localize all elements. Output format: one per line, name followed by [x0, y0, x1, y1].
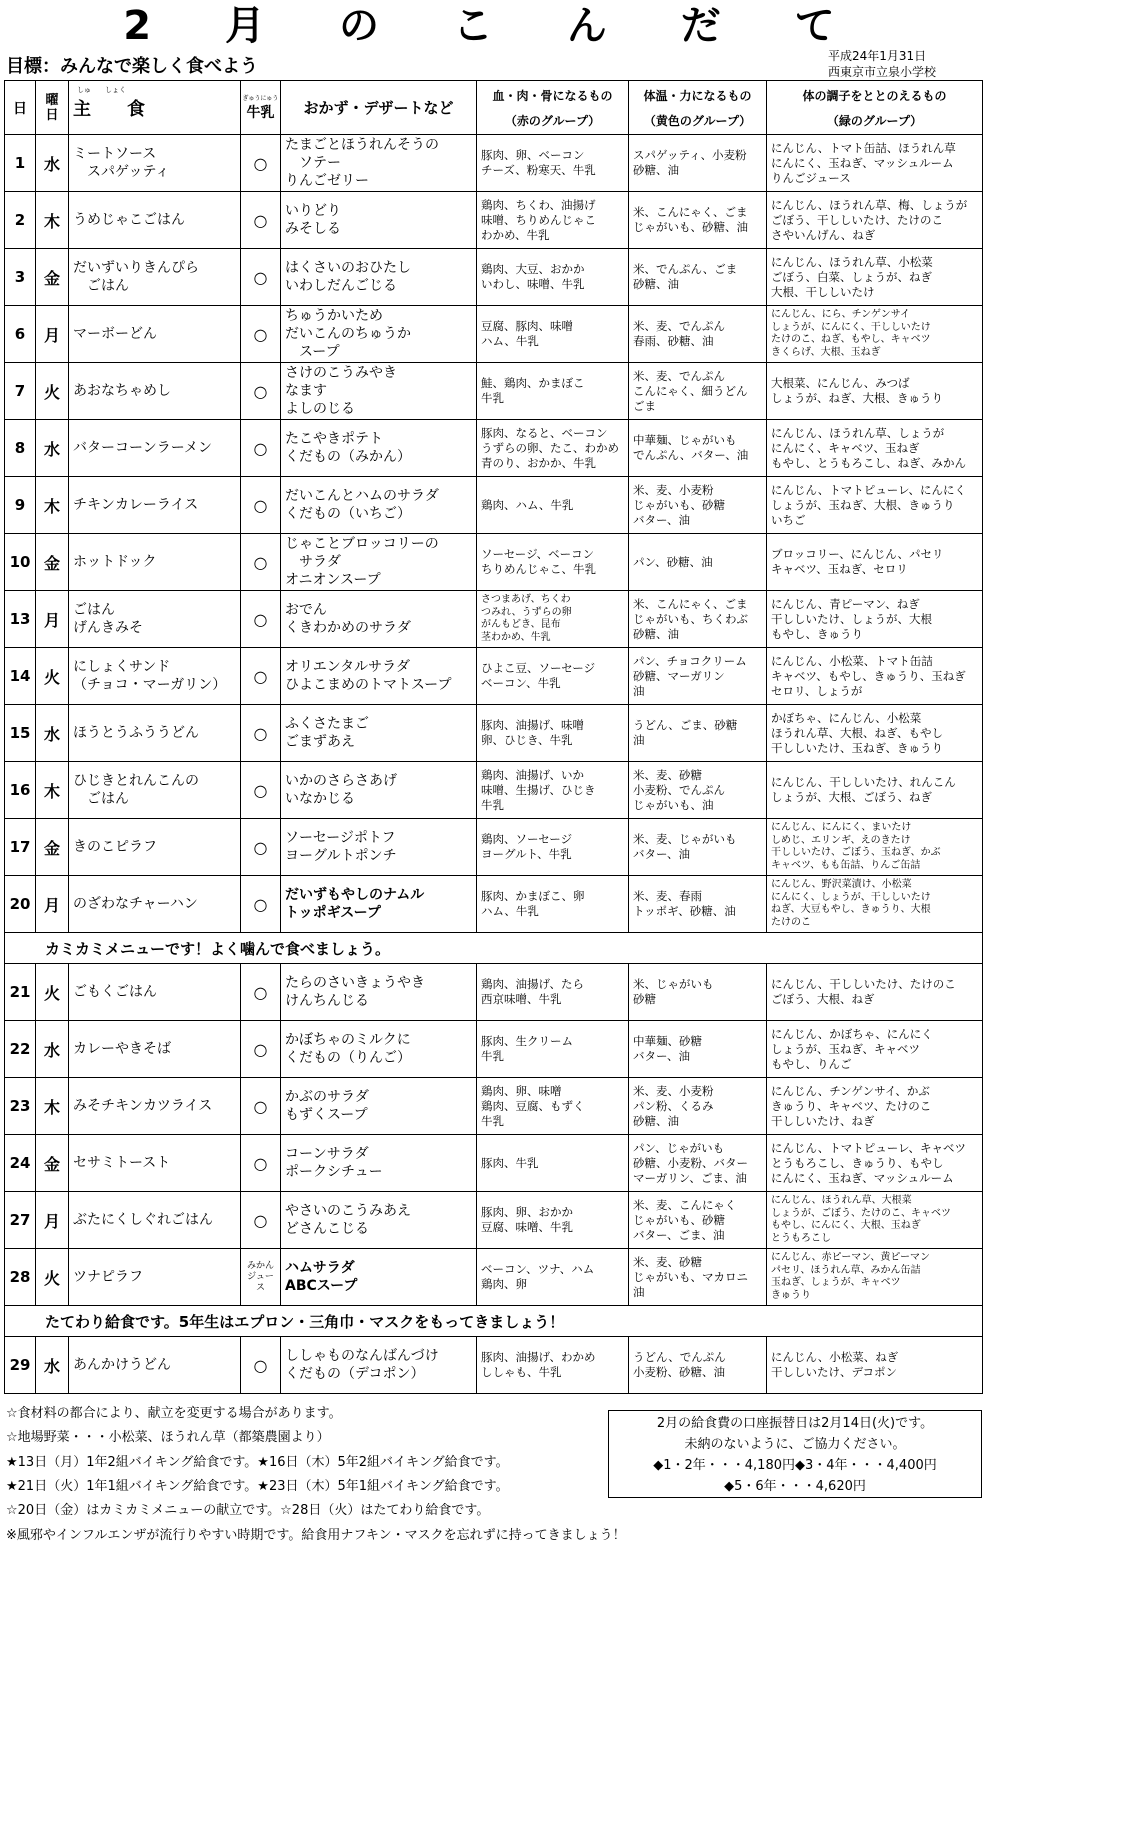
yellow-group-cell: パン、チョコクリーム 砂糖、マーガリン 油 [629, 648, 767, 705]
yellow-group-cell: 米、こんにゃく、ごま じゃがいも、砂糖、油 [629, 192, 767, 249]
footnote: ★13日（月）1年2組バイキング給食です。★16日（木）5年2組バイキング給食です。 [6, 1454, 509, 1470]
day-cell: 24 [5, 1135, 36, 1192]
side-dish-cell: やさいのこうみあえ どさんこじる [281, 1192, 477, 1249]
menu-row [5, 306, 983, 363]
green-group-cell: にんじん、トマトピューレ、にんにく しょうが、玉ねぎ、大根、きゅうり いちご [767, 477, 983, 534]
yellow-group-cell: 米、こんにゃく、ごま じゃがいも、ちくわぶ 砂糖、油 [629, 591, 767, 648]
payment-line: 未納のないように、ご協力ください。 [684, 1437, 906, 1452]
side-dish-cell: ししゃものなんばんづけ くだもの（デコポン） [281, 1337, 477, 1394]
yellow-group-cell: 中華麺、砂糖 バター、油 [629, 1021, 767, 1078]
weekday-cell: 水 [36, 420, 69, 477]
weekday-cell: 水 [36, 705, 69, 762]
red-group-cell: 豚肉、卵、おかか 豆腐、味噌、牛乳 [477, 1192, 629, 1249]
school-info [828, 48, 936, 80]
side-dish-cell: かぶのサラダ もずくスープ [281, 1078, 477, 1135]
side-dish-cell: いりどり みそしる [281, 192, 477, 249]
green-group-cell: にんじん、ほうれん草、小松菜 ごぼう、白菜、しょうが、ねぎ 大根、干ししいたけ [767, 249, 983, 306]
day-cell: 21 [5, 964, 36, 1021]
main-dish-cell: ホットドック [69, 534, 241, 591]
side-dish-cell: じゃことブロッコリーの サラダ オニオンスープ [281, 534, 477, 591]
payment-line: 2月の給食費の口座振替日は2月14日(火)です。 [656, 1416, 934, 1431]
milk-cell: ○ [241, 363, 281, 420]
menu-row [5, 762, 983, 819]
side-dish-cell: コーンサラダ ポークシチュー [281, 1135, 477, 1192]
milk-cell: ○ [241, 819, 281, 876]
yellow-group-cell: 米、じゃがいも 砂糖 [629, 964, 767, 1021]
menu-table [4, 80, 983, 1394]
header-milk-label: 牛乳 [246, 105, 275, 121]
menu-row [5, 705, 983, 762]
green-group-cell: かぼちゃ、にんじん、小松菜 ほうれん草、大根、ねぎ、もやし 干ししいたけ、玉ねぎ、きゅうり [767, 705, 983, 762]
main-dish-cell: ほうとうふううどん [69, 705, 241, 762]
menu-row [5, 1337, 983, 1394]
side-dish-cell: だいこんとハムのサラダ くだもの（いちご） [281, 477, 477, 534]
side-dish-cell: いかのさらさあげ いなかじる [281, 762, 477, 819]
side-dish-cell: おでん くきわかめのサラダ [281, 591, 477, 648]
day-cell: 8 [5, 420, 36, 477]
weekday-cell: 月 [36, 1192, 69, 1249]
weekday-cell: 金 [36, 1135, 69, 1192]
milk-cell: ○ [241, 192, 281, 249]
menu-row [5, 1249, 983, 1306]
yellow-group-cell: 米、麦、春雨 トッポギ、砂糖、油 [629, 876, 767, 933]
yellow-group-cell: うどん、ごま、砂糖 油 [629, 705, 767, 762]
footnote: ★21日（火）1年1組バイキング給食です。★23日（木）5年1組バイキング給食です。 [6, 1478, 509, 1494]
milk-cell: みかん ジュース [241, 1249, 281, 1306]
monthly-goal [6, 52, 258, 78]
header-red-label: 血・肉・骨になるもの [492, 88, 613, 103]
day-cell: 1 [5, 135, 36, 192]
main-dish-cell: ごもくごはん [69, 964, 241, 1021]
main-dish-cell: チキンカレーライス [69, 477, 241, 534]
red-group-cell: ひよこ豆、ソーセージ ベーコン、牛乳 [477, 648, 629, 705]
green-group-cell: 大根菜、にんじん、みつば しょうが、ねぎ、大根、きゅうり [767, 363, 983, 420]
yellow-group-cell: 米、麦、砂糖 小麦粉、でんぷん じゃがいも、油 [629, 762, 767, 819]
publish-date: 平成24年1月31日 [827, 49, 927, 63]
red-group-cell: 鶏肉、大豆、おかか いわし、味噌、牛乳 [477, 249, 629, 306]
milk-cell: ○ [241, 1078, 281, 1135]
red-group-cell: ベーコン、ツナ、ハム 鶏肉、卵 [477, 1249, 629, 1306]
payment-notice-box [608, 1410, 982, 1498]
header-main [69, 81, 241, 135]
school-name: 西東京市立泉小学校 [827, 65, 936, 79]
menu-row [5, 1078, 983, 1135]
header-main-label: 主 食 [73, 98, 145, 120]
menu-row [5, 1135, 983, 1192]
weekday-cell: 木 [36, 762, 69, 819]
header-row [5, 81, 983, 135]
footnote: ☆20日（金）はカミカミメニューの献立です。☆28日（火）はたてわり給食です。 [6, 1503, 490, 1519]
footnote: ☆食材料の都合により、献立を変更する場合があります。 [6, 1406, 342, 1421]
green-group-cell: にんじん、にんにく、まいたけ しめじ、エリンギ、えのきたけ 干ししいたけ、ごぼう、玉ねぎ、かぶ キャベツ、もも缶詰、りんご缶詰 [767, 819, 983, 876]
header-side: おかず・デザートなど [281, 81, 477, 135]
milk-cell: ○ [241, 591, 281, 648]
yellow-group-cell: スパゲッティ、小麦粉 砂糖、油 [629, 135, 767, 192]
yellow-group-cell: 米、麦、砂糖 じゃがいも、マカロニ 油 [629, 1249, 767, 1306]
header-milk [241, 81, 281, 135]
header-green [767, 81, 983, 135]
side-dish-cell: ちゅうかいため だいこんのちゅうか スープ [281, 306, 477, 363]
milk-cell: ○ [241, 1021, 281, 1078]
notice-section-1 [5, 933, 983, 964]
main-dish-cell: みそチキンカツライス [69, 1078, 241, 1135]
green-group-cell: にんじん、赤ピーマン、黄ピーマン パセリ、ほうれん草、みかん缶詰 玉ねぎ、しょうが、キャベツ きゅうり [767, 1249, 983, 1306]
red-group-cell: 豆腐、豚肉、味噌 ハム、牛乳 [477, 306, 629, 363]
red-group-cell: 豚肉、牛乳 [477, 1135, 629, 1192]
header-yellow [629, 81, 767, 135]
day-cell: 16 [5, 762, 36, 819]
header-main-ruby: しゅ しょく [77, 86, 126, 94]
green-group-cell: にんじん、野沢菜漬け、小松菜 にんにく、しょうが、干ししいたけ ねぎ、大豆もやし、きゅうり、大根 たけのこ [767, 876, 983, 933]
milk-cell: ○ [241, 648, 281, 705]
menu-row [5, 876, 983, 933]
green-group-cell: にんじん、トマト缶詰、ほうれん草 にんにく、玉ねぎ、マッシュルーム りんごジュース [767, 135, 983, 192]
green-group-cell: にんじん、小松菜、ねぎ 干ししいたけ、デコポン [767, 1337, 983, 1394]
day-cell: 3 [5, 249, 36, 306]
header-day: 日 [5, 81, 36, 135]
day-cell: 9 [5, 477, 36, 534]
red-group-cell: 鶏肉、卵、味噌 鶏肉、豆腐、もずく 牛乳 [477, 1078, 629, 1135]
payment-line: ◆1・2年・・・4,180円◆3・4年・・・4,400円 [653, 1458, 937, 1473]
milk-cell: ○ [241, 477, 281, 534]
milk-cell: ○ [241, 135, 281, 192]
main-dish-cell: うめじゃこごはん [69, 192, 241, 249]
notice-tatewari: たてわり給食です。5年生はエプロン・三角巾・マスクをもってきましょう！ [5, 1306, 983, 1337]
red-group-cell: 鶏肉、ソーセージ ヨーグルト、牛乳 [477, 819, 629, 876]
weekday-cell: 月 [36, 306, 69, 363]
milk-cell: ○ [241, 249, 281, 306]
green-group-cell: ブロッコリー、にんじん、パセリ キャベツ、玉ねぎ、セロリ [767, 534, 983, 591]
weekday-cell: 金 [36, 534, 69, 591]
main-dish-cell: ごはん げんきみそ [69, 591, 241, 648]
red-group-cell: 鮭、鶏肉、かまぼこ 牛乳 [477, 363, 629, 420]
menu-row [5, 135, 983, 192]
menu-row [5, 591, 983, 648]
header-yellow-sub: （黄色のグループ） [643, 113, 752, 128]
menu-body-1 [5, 135, 983, 933]
day-cell: 28 [5, 1249, 36, 1306]
weekday-cell: 水 [36, 1337, 69, 1394]
side-dish-cell: ふくさたまご ごまずあえ [281, 705, 477, 762]
notice-row-kamikami [5, 933, 983, 964]
red-group-cell: 鶏肉、ハム、牛乳 [477, 477, 629, 534]
day-cell: 14 [5, 648, 36, 705]
day-cell: 13 [5, 591, 36, 648]
day-cell: 22 [5, 1021, 36, 1078]
green-group-cell: にんじん、小松菜、トマト缶詰 キャベツ、もやし、きゅうり、玉ねぎ セロリ、しょうが [767, 648, 983, 705]
weekday-cell: 水 [36, 135, 69, 192]
main-dish-cell: あおなちゃめし [69, 363, 241, 420]
weekday-cell: 木 [36, 1078, 69, 1135]
yellow-group-cell: 中華麺、じゃがいも でんぷん、バター、油 [629, 420, 767, 477]
side-dish-cell: たらのさいきょうやき けんちんじる [281, 964, 477, 1021]
green-group-cell: にんじん、干ししいたけ、れんこん しょうが、大根、ごぼう、ねぎ [767, 762, 983, 819]
day-cell: 27 [5, 1192, 36, 1249]
header-green-sub: （緑のグループ） [826, 113, 923, 128]
milk-cell: ○ [241, 964, 281, 1021]
day-cell: 17 [5, 819, 36, 876]
weekday-cell: 火 [36, 1249, 69, 1306]
footnotes [6, 1402, 606, 1523]
menu-row [5, 192, 983, 249]
red-group-cell: 豚肉、卵、ベーコン チーズ、粉寒天、牛乳 [477, 135, 629, 192]
main-dish-cell: ミートソース スパゲッティ [69, 135, 241, 192]
side-dish-cell: たこやきポテト くだもの（みかん） [281, 420, 477, 477]
header-weekday: 曜日 [36, 81, 69, 135]
day-cell: 7 [5, 363, 36, 420]
header-green-label: 体の調子をととのえるもの [802, 88, 947, 103]
payment-line: ◆5・6年・・・4,620円 [724, 1479, 866, 1494]
green-group-cell: にんじん、トマトピューレ、キャベツ とうもろこし、きゅうり、もやし にんにく、玉ねぎ、マッシュルーム [767, 1135, 983, 1192]
side-dish-cell: ハムサラダ ABCスープ [281, 1249, 477, 1306]
yellow-group-cell: 米、麦、小麦粉 パン粉、くるみ 砂糖、油 [629, 1078, 767, 1135]
menu-row [5, 964, 983, 1021]
red-group-cell: さつまあげ、ちくわ つみれ、うずらの卵 がんもどき、昆布 茎わかめ、牛乳 [477, 591, 629, 648]
weekday-cell: 火 [36, 964, 69, 1021]
main-dish-cell: にしょくサンド （チョコ・マーガリン） [69, 648, 241, 705]
green-group-cell: にんじん、にら、チンゲンサイ しょうが、にんにく、干ししいたけ たけのこ、ねぎ、もやし、キャベツ きくらげ、大根、玉ねぎ [767, 306, 983, 363]
milk-cell: ○ [241, 1337, 281, 1394]
page-title: 2 月 の こ ん だ て [123, 3, 865, 49]
goal-text: 目標：みんなで楽しく食べよう [6, 56, 258, 77]
side-dish-cell: だいずもやしのナムル トッポギスープ [281, 876, 477, 933]
weekday-cell: 金 [36, 819, 69, 876]
weekday-cell: 火 [36, 648, 69, 705]
red-group-cell: 豚肉、なると、ベーコン うずらの卵、たこ、わかめ 青のり、おかか、牛乳 [477, 420, 629, 477]
yellow-group-cell: うどん、でんぷん 小麦粉、砂糖、油 [629, 1337, 767, 1394]
weekday-cell: 木 [36, 477, 69, 534]
notice-section-2 [5, 1306, 983, 1337]
yellow-group-cell: 米、麦、でんぷん 春雨、砂糖、油 [629, 306, 767, 363]
milk-cell: ○ [241, 705, 281, 762]
milk-cell: ○ [241, 420, 281, 477]
day-cell: 10 [5, 534, 36, 591]
day-cell: 23 [5, 1078, 36, 1135]
green-group-cell: にんじん、干ししいたけ、たけのこ ごぼう、大根、ねぎ [767, 964, 983, 1021]
yellow-group-cell: 米、麦、でんぷん こんにゃく、細うどん ごま [629, 363, 767, 420]
red-group-cell: 鶏肉、油揚げ、いか 味噌、生揚げ、ひじき 牛乳 [477, 762, 629, 819]
menu-row [5, 249, 983, 306]
red-group-cell: 豚肉、生クリーム 牛乳 [477, 1021, 629, 1078]
side-dish-cell: オリエンタルサラダ ひよこまめのトマトスープ [281, 648, 477, 705]
main-dish-cell: バターコーンラーメン [69, 420, 241, 477]
footnote: ☆地場野菜・・・小松菜、ほうれん草（都築農園より） [6, 1430, 330, 1446]
weekday-cell: 水 [36, 1021, 69, 1078]
main-dish-cell: ひじきとれんこんの ごはん [69, 762, 241, 819]
red-group-cell: 鶏肉、油揚げ、たら 西京味噌、牛乳 [477, 964, 629, 1021]
yellow-group-cell: 米、麦、小麦粉 じゃがいも、砂糖 バター、油 [629, 477, 767, 534]
yellow-group-cell: 米、でんぷん、ごま 砂糖、油 [629, 249, 767, 306]
day-cell: 6 [5, 306, 36, 363]
notice-kamikami: カミカミメニューです！よく噛んで食べましょう。 [5, 933, 983, 964]
red-group-cell: 鶏肉、ちくわ、油揚げ 味噌、ちりめんじゃこ わかめ、牛乳 [477, 192, 629, 249]
red-group-cell: ソーセージ、ベーコン ちりめんじゃこ、牛乳 [477, 534, 629, 591]
side-dish-cell: たまごとほうれんそうの ソテー りんごゼリー [281, 135, 477, 192]
menu-body-2 [5, 964, 983, 1306]
main-dish-cell: セサミトースト [69, 1135, 241, 1192]
milk-cell: ○ [241, 876, 281, 933]
milk-cell: ○ [241, 306, 281, 363]
red-group-cell: 豚肉、油揚げ、わかめ ししゃも、牛乳 [477, 1337, 629, 1394]
red-group-cell: 豚肉、油揚げ、味噌 卵、ひじき、牛乳 [477, 705, 629, 762]
side-dish-cell: ソーセージポトフ ヨーグルトポンチ [281, 819, 477, 876]
milk-cell: ○ [241, 762, 281, 819]
main-dish-cell: カレーやきそば [69, 1021, 241, 1078]
weekday-cell: 月 [36, 591, 69, 648]
side-dish-cell: はくさいのおひたし いわしだんごじる [281, 249, 477, 306]
health-note: ※風邪やインフルエンザが流行りやすい時期です。給食用ナフキン・マスクを忘れずに持ってきましょう！ [6, 1528, 626, 1543]
yellow-group-cell: パン、じゃがいも 砂糖、小麦粉、バター マーガリン、ごま、油 [629, 1135, 767, 1192]
milk-cell: ○ [241, 1135, 281, 1192]
milk-cell: ○ [241, 534, 281, 591]
main-dish-cell: ぶたにくしぐれごはん [69, 1192, 241, 1249]
weekday-cell: 金 [36, 249, 69, 306]
header-yellow-label: 体温・力になるもの [643, 88, 752, 103]
day-cell: 20 [5, 876, 36, 933]
menu-row [5, 363, 983, 420]
green-group-cell: にんじん、ほうれん草、しょうが にんにく、キャベツ、玉ねぎ もやし、とうもろこし、ねぎ、みかん [767, 420, 983, 477]
main-dish-cell: マーボーどん [69, 306, 241, 363]
main-dish-cell: だいずいりきんぴら ごはん [69, 249, 241, 306]
day-cell: 2 [5, 192, 36, 249]
menu-row [5, 1021, 983, 1078]
green-group-cell: にんじん、ほうれん草、大根菜 しょうが、ごぼう、たけのこ、キャベツ もやし、にんにく、大根、玉ねぎ とうもろこし [767, 1192, 983, 1249]
header-red-sub: （赤のグループ） [504, 113, 601, 128]
menu-row [5, 534, 983, 591]
yellow-group-cell: パン、砂糖、油 [629, 534, 767, 591]
main-dish-cell: ツナピラフ [69, 1249, 241, 1306]
green-group-cell: にんじん、かぼちゃ、にんにく しょうが、玉ねぎ、キャベツ もやし、りんご [767, 1021, 983, 1078]
yellow-group-cell: 米、麦、こんにゃく じゃがいも、砂糖 バター、ごま、油 [629, 1192, 767, 1249]
side-dish-cell: さけのこうみやき なます よしのじる [281, 363, 477, 420]
green-group-cell: にんじん、ほうれん草、梅、しょうが ごぼう、干ししいたけ、たけのこ さやいんげん、ねぎ [767, 192, 983, 249]
menu-row [5, 819, 983, 876]
main-dish-cell: あんかけうどん [69, 1337, 241, 1394]
notice-row-tatewari [5, 1306, 983, 1337]
header-red [477, 81, 629, 135]
weekday-cell: 木 [36, 192, 69, 249]
red-group-cell: 豚肉、かまぼこ、卵 ハム、牛乳 [477, 876, 629, 933]
main-dish-cell: きのこピラフ [69, 819, 241, 876]
green-group-cell: にんじん、チンゲンサイ、かぶ きゅうり、キャベツ、たけのこ 干ししいたけ、ねぎ [767, 1078, 983, 1135]
yellow-group-cell: 米、麦、じゃがいも バター、油 [629, 819, 767, 876]
day-cell: 29 [5, 1337, 36, 1394]
header-milk-ruby: ぎゅうにゅう [242, 95, 279, 102]
weekday-cell: 月 [36, 876, 69, 933]
milk-cell: ○ [241, 1192, 281, 1249]
menu-body-3 [5, 1337, 983, 1394]
day-cell: 15 [5, 705, 36, 762]
weekday-cell: 火 [36, 363, 69, 420]
menu-row [5, 477, 983, 534]
menu-row [5, 1192, 983, 1249]
main-dish-cell: のざわなチャーハン [69, 876, 241, 933]
menu-row [5, 648, 983, 705]
side-dish-cell: かぼちゃのミルクに くだもの（りんご） [281, 1021, 477, 1078]
green-group-cell: にんじん、青ピーマン、ねぎ 干ししいたけ、しょうが、大根 もやし、きゅうり [767, 591, 983, 648]
menu-row [5, 420, 983, 477]
